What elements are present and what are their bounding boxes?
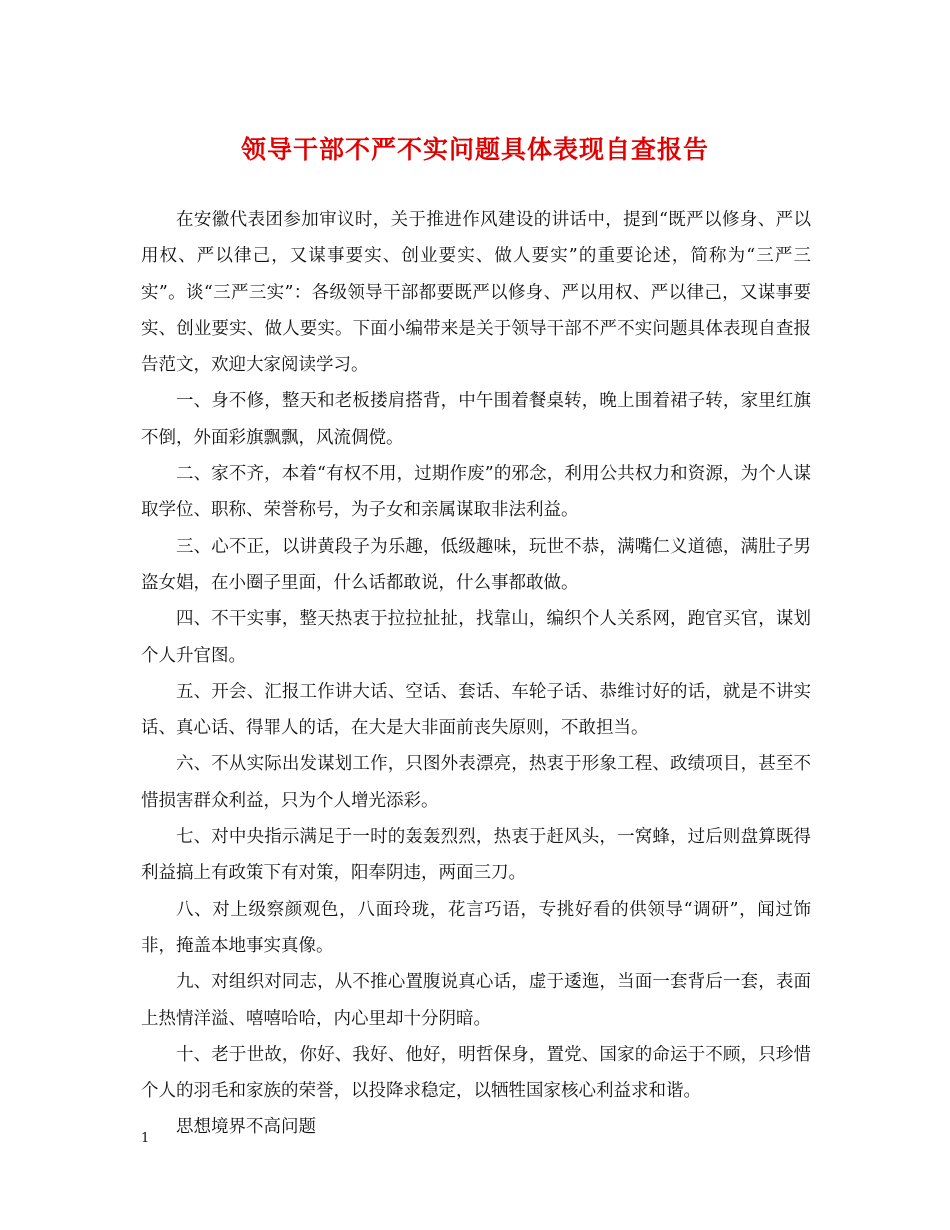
page-number: 1	[141, 1131, 150, 1146]
paragraph-item-7: 七、对中央指示满足于一时的轰轰烈烈，热衷于赶风头，一窝蜂，过后则盘算既得利益搞上有政策下有对策，阳奉阴违，两面三刀。	[141, 827, 811, 884]
paragraph-item-3: 三、心不正，以讲黄段子为乐趣，低级趣味，玩世不恭，满嘴仁义道德，满肚子男盗女娼，在小圈子里面，什么话都敢说，什么事都敢做。	[141, 536, 811, 593]
paragraph-item-6: 六、不从实际出发谋划工作，只图外表漂亮，热衷于形象工程、政绩项目，甚至不惜损害群众利益，只为个人增光添彩。	[141, 754, 811, 811]
document-body	[141, 202, 811, 1146]
paragraph-item-2: 二、家不齐，本着“有权不用，过期作废”的邪念，利用公共权力和资源，为个人谋取学位、职称、荣誉称号，为子女和亲属谋取非法利益。	[141, 464, 811, 521]
paragraph-item-8: 八、对上级察颜观色，八面玲珑，花言巧语，专挑好看的供领导“调研”，闻过饰非，掩盖本地事实真像。	[141, 899, 811, 956]
paragraph-item-10: 十、老于世故，你好、我好、他好，明哲保身，置党、国家的命运于不顾，只珍惜个人的羽毛和家族的荣誉，以投降求稳定，以牺牲国家核心利益求和谐。	[141, 1044, 811, 1102]
intro-paragraph: 在安徽代表团参加审议时，关于推进作风建设的讲话中，提到“既严以修身、严以用权、严以律己，又谋事要实、创业要实、做人要实”的重要论述，简称为“三严三实”。谈“三严三实”：各级领导干部都要既严以修身、严以用权、严以律己，又谋事要实、创业要实、做人要实。下面小编带来是关于领导干部不严不实问题具体表现自查报告范文，欢迎大家阅读学习。	[141, 210, 811, 376]
section-heading: 思想境界不高问题	[176, 1117, 316, 1138]
paragraph-item-4: 四、不干实事，整天热衷于拉拉扯扯，找靠山，编织个人关系网，跑官买官，谋划个人升官图。	[141, 609, 811, 666]
paragraph-item-1: 一、身不修，整天和老板搂肩搭背，中午围着餐桌转，晚上围着裙子转，家里红旗不倒，外面彩旗飘飘，风流倜傥。	[141, 391, 811, 448]
paragraph-item-5: 五、开会、汇报工作讲大话、空话、套话、车轮子话、恭维讨好的话，就是不讲实话、真心话、得罪人的话，在大是大非面前丧失原则，不敢担当。	[141, 681, 811, 739]
paragraph-item-9: 九、对组织对同志，从不推心置腹说真心话，虚于逶迤，当面一套背后一套，表面上热情洋溢、嘻嘻哈哈，内心里却十分阴暗。	[141, 972, 811, 1029]
document-title: 领导干部不严不实问题具体表现自查报告	[240, 135, 709, 164]
